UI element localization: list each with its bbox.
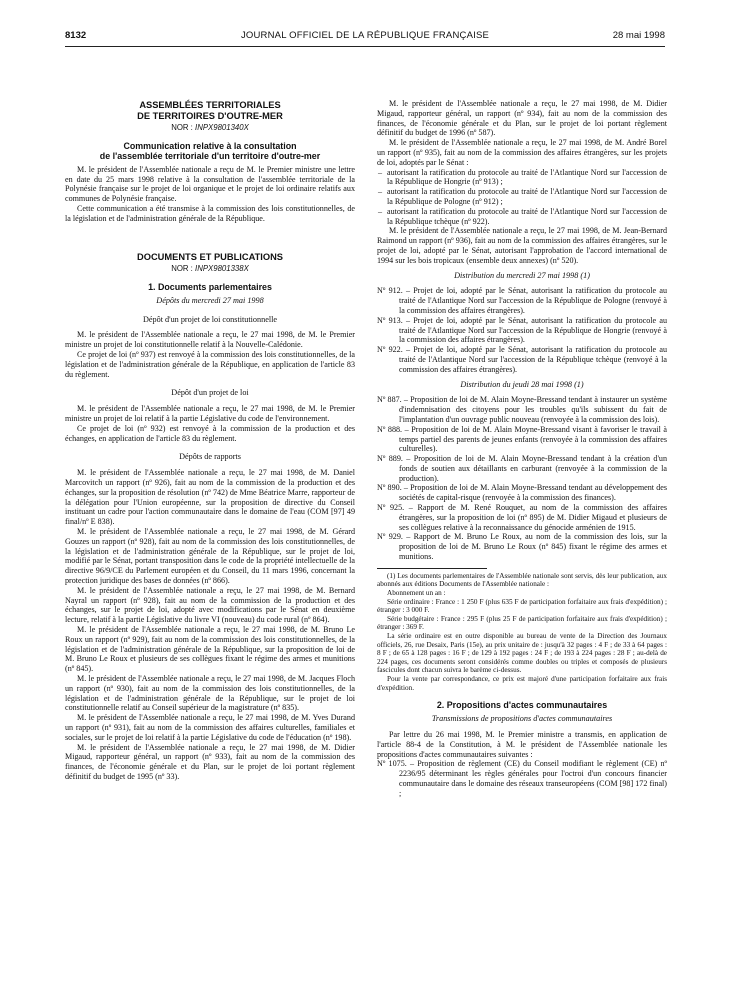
- distribution-list: [377, 286, 667, 374]
- journal-title: JOURNAL OFFICIEL DE LA RÉPUBLIQUE FRANÇAISE: [240, 30, 490, 41]
- list-item: – autorisant la ratification du protocole au traité de l'Atlantique Nord sur l'accession de la République de Hongrie (nº 913) ;: [377, 168, 667, 188]
- date-heading: Dépôts du mercredi 27 mai 1998: [156, 295, 264, 305]
- list-item: Nº 912. – Projet de loi, adopté par le Sénat, autorisant la ratification du protocole au traité de l'Atlantique Nord sur l'accession de la République de Pologne (renvoyé à la commission des affaires étrangères).: [377, 286, 667, 315]
- page-number: 8132: [65, 30, 87, 41]
- bill-list: [377, 168, 667, 227]
- deposit-heading: Dépôt d'un projet de loi: [171, 388, 249, 398]
- section-title: ASSEMBLÉES TERRITORIALES: [139, 100, 281, 110]
- page-header: [65, 30, 665, 46]
- list-item: Nº 888. – Proposition de loi de M. Alain Moyne-Bressand visant à favoriser le travail à temps partiel des parents de jeunes enfants (renvoyée à la commission des affaires culturelles).: [377, 424, 667, 454]
- paragraph: M. le président de l'Assemblée nationale a reçu, le 27 mai 1998, de M. le Premier ministre un projet de loi relatif à la partie Législative du code de l'environnement.: [65, 404, 355, 424]
- header-rule: [65, 46, 665, 47]
- report-paragraph: M. le président de l'Assemblée nationale a reçu, le 27 mai 1998, de M. Didier Migaud, rapporteur général, un rapport (nº 933), fait au nom de la commission des finances, de l'économie générale et du Plan, sur le projet de loi portant règlement définitif du budget de 1995 (nº 33).: [65, 742, 355, 781]
- paragraph: Ce projet de loi (nº 937) est renvoyé à la commission des lois constitutionnelles, de la législation et de l'administration générale de la République, en application de l'article 83 du règlement.: [65, 350, 355, 379]
- distribution-list: [377, 395, 667, 562]
- footnote-text: Pour la vente par correspondance, ce prix est majoré d'une participation forfaitaire aux frais d'expédition.: [377, 674, 667, 692]
- issue-date: 28 mai 1998: [612, 30, 665, 41]
- report-paragraph: M. le président de l'Assemblée nationale a reçu, le 27 mai 1998, de M. Jacques Floch un rapport (nº 930), fait au nom de la commission des lois constitutionnelles, de la législation et de l'administration générale de la République, sur le projet de loi constitutionnelle relatif au Conseil supérieur de la magistrature (nº 835).: [65, 673, 355, 713]
- subsection-title: de l'assemblée territoriale d'un territoire d'outre-mer: [99, 150, 321, 161]
- list-item: Nº 929. – Rapport de M. Bruno Le Roux, au nom de la commission des lois, sur la proposition de loi de M. Bruno Le Roux (nº 845) fixant le régime des armes et munitions.: [377, 532, 667, 562]
- paragraph: Par lettre du 26 mai 1998, M. le Premier ministre a transmis, en application de l'article 88-4 de la Constitution, à M. le président de l'Assemblée nationale les propositions d'actes communautaires suivantes :: [377, 729, 667, 759]
- report-paragraph: M. le président de l'Assemblée nationale a reçu, le 27 mai 1998, de M. André Borel un rapport (nº 935), fait au nom de la commission des affaires étrangères, sur les projets de loi, adoptés par le Sénat :: [377, 138, 667, 167]
- subsection-subtitle: Transmissions de propositions d'actes communautaires: [431, 714, 613, 724]
- nor-reference: NOR : INPX9801340X: [171, 123, 249, 132]
- list-item: Nº 1075. – Proposition de règlement (CE) du Conseil modifiant le règlement (CE) nº 2236/95 déterminant les règles générales pour l'octroi d'un concours financier communautaire dans le domaine des réseaux transeuropéens (COM [98] 172 final) ;: [377, 759, 667, 798]
- right-column: [377, 99, 667, 799]
- footnote-rule: [377, 568, 487, 569]
- proposal-list: [377, 759, 667, 798]
- list-item: – autorisant la ratification du protocole au traité de l'Atlantique Nord sur l'accession de la République tchèque (nº 922).: [377, 207, 667, 227]
- footnote-text: Abonnement un an :: [387, 589, 446, 598]
- footnote-text: (1) Les documents parlementaires de l'Assemblée nationale sont servis, dès leur publication, aux abonnés aux éditions Documents de l'Assemblée nationale :: [377, 571, 667, 589]
- subsection-title: Communication relative à la consultation: [123, 140, 297, 151]
- section-title: DOCUMENTS ET PUBLICATIONS: [137, 251, 283, 262]
- list-item: Nº 887. – Proposition de loi de M. Alain Moyne-Bressand tendant à instaurer un système d'indemnisation des citoyens pour les troubles qu'ils subissent du fait de l'implantation d'un ouvrage public nouveau (renvoyée à la commission des lois).: [377, 395, 667, 424]
- paragraph: M. le président de l'Assemblée nationale a reçu de M. le Premier ministre une lettre en date du 25 mars 1998 relative à la consultation de l'assemblée territoriale de la Polynésie française sur le projet de loi organique et le projet de loi ordinaire relatifs aux communes de Polynésie française.: [65, 164, 355, 204]
- subsection-title: 2. Propositions d'actes communautaires: [436, 700, 608, 711]
- paragraph: M. le président de l'Assemblée nationale a reçu, le 27 mai 1998, de M. le Premier ministre un projet de loi constitutionnelle relatif à la Nouvelle-Calédonie.: [65, 330, 355, 350]
- nor-reference: NOR : INPX9801338X: [171, 264, 249, 274]
- list-item: Nº 889. – Proposition de loi de M. Alain Moyne-Bressand tendant à la création d'un fonds de soutien aux détaillants en carburant (renvoyée à la commission de la production).: [377, 454, 667, 483]
- report-paragraph: M. le président de l'Assemblée nationale a reçu, le 27 mai 1998, de M. Gérard Gouzes un rapport (nº 928), fait au nom de la commission des lois constitutionnelles, de la législation et de l'administration générale de la République, sur le projet de loi, modifié par le Sénat, portant transposition dans le code de la propriété intellectuelle de la directive 96/9/CE du Parlement européen et du Conseil, du 11 mars 1996, concernant la protection juridique des bases de données (nº 866).: [65, 527, 355, 585]
- paragraph: Cette communication a été transmise à la commission des lois constitutionnelles, de la législation et de l'administration générale de la République.: [65, 203, 355, 223]
- footnote-text: Série ordinaire : France : 1 250 F (plus 635 F de participation forfaitaire aux frais d'expédition) ; étranger : 3 000 F.: [377, 597, 667, 615]
- subsection-title: 1. Documents parlementaires: [148, 281, 272, 292]
- distribution-heading: Distribution du mercredi 27 mai 1998 (1): [454, 270, 590, 280]
- report-paragraph: M. le président de l'Assemblée nationale a reçu, le 27 mai 1998, de M. Daniel Marcovitch un rapport (nº 926), fait au nom de la commission de la production et des échanges, sur la proposition de résolution (nº 742) de Mme Béatrice Marre, rapporteur de la délégation pour l'Union européenne, sur la proposition de directive du Conseil instituant un cadre pour l'action communautaire dans le domaine de l'eau (COM [97] 49 final/nº E 838).: [65, 468, 355, 527]
- section-title: DE TERRITOIRES D'OUTRE-MER: [137, 110, 283, 121]
- footnote: [377, 572, 667, 692]
- report-paragraph: M. le président de l'Assemblée nationale a reçu, le 27 mai 1998, de M. Bernard Nayral un rapport (nº 928), fait au nom de la commission de la production et des échanges, sur le projet de loi, adopté avec modifications par le Sénat en deuxième lecture, relatif à la partie Législative du livre VI (nouveau) du code rural (nº 864).: [65, 585, 355, 625]
- report-paragraph: M. le président de l'Assemblée nationale a reçu, le 27 mai 1998, de M. Yves Durand un rapport (nº 931), fait au nom de la commission des affaires culturelles, familiales et sociales, sur le projet de loi relatif à la partie Législative du code de l'éducation (nº 198).: [65, 713, 355, 742]
- deposit-heading: Dépôts de rapports: [179, 452, 241, 462]
- list-item: – autorisant la ratification du protocole au traité de l'Atlantique Nord sur l'accession de la République de Pologne (nº 912) ;: [377, 187, 667, 207]
- footnote-text: La série ordinaire est en outre disponible au bureau de vente de la Direction des Journaux officiels, 26, rue Desaix, Paris (15e), au prix unitaire de : jusqu'à 32 pages : 4 F ; de 33 à 64 pages : 8 F ; de 65 à 128 pages : 16 F ; de 129 à 192 pages : 24 F ; de 193 à 224 pages : 28 F ; au-delà de 224 pages, ces documents seront considérés comme doubles ou triples et composés de plusieurs fascicules dont chacun suivra le barème ci-dessus.: [377, 632, 667, 675]
- report-paragraph: M. le président de l'Assemblée nationale a reçu, le 27 mai 1998, de M. Didier Migaud, rapporteur général, un rapport (nº 934), fait au nom de la commission des finances, de l'économie générale et du Plan, sur le projet de loi portant règlement définitif du budget de 1996 (nº 587).: [377, 99, 667, 138]
- list-item: Nº 922. – Projet de loi, adopté par le Sénat, autorisant la ratification du protocole au traité de l'Atlantique Nord sur l'accession de la République tchèque (renvoyé à la commission des affaires étrangères).: [377, 345, 667, 374]
- deposit-heading: Dépôt d'un projet de loi constitutionnelle: [142, 314, 278, 324]
- list-item: Nº 890. – Proposition de loi de M. Alain Moyne-Bressand tendant au développement des sociétés de capital-risque (renvoyée à la commission des finances).: [377, 483, 667, 503]
- list-item: Nº 925. – Rapport de M. René Rouquet, au nom de la commission des affaires étrangères, sur la proposition de loi (nº 895) de M. Didier Migaud et plusieurs de ses collègues relative à la reconnaissance du génocide arménien de 1915.: [377, 503, 667, 532]
- list-item: Nº 913. – Projet de loi, adopté par le Sénat, autorisant la ratification du protocole au traité de l'Atlantique Nord sur l'accession de la République de Hongrie (renvoyé à la commission des affaires étrangères).: [377, 315, 667, 345]
- paragraph: Ce projet de loi (nº 932) est renvoyé à la commission de la production et des échanges, en application de l'article 83 du règlement.: [65, 423, 355, 443]
- report-paragraph: M. le président de l'Assemblée nationale a reçu, le 27 mai 1998, de M. Bruno Le Roux un rapport (nº 929), fait au nom de la commission des lois constitutionnelles, de la législation et de l'administration générale de la République, sur la proposition de loi de M. Bruno Le Roux et plusieurs de ses collègues fixant le régime des armes et munitions (nº 845).: [65, 624, 355, 674]
- left-column: [65, 100, 355, 782]
- distribution-heading: Distribution du jeudi 28 mai 1998 (1): [460, 379, 584, 389]
- report-paragraph: M. le président de l'Assemblée nationale a reçu, le 27 mai 1998, de M. Jean-Bernard Raimond un rapport (nº 936), fait au nom de la commission des affaires étrangères, sur le projet de loi, adopté par le Sénat, autorisant l'approbation de l'accord international de 1994 sur les bois tropicaux (ensemble deux annexes) (nº 520).: [377, 226, 667, 265]
- footnote-text: Série budgétaire : France : 295 F (plus 25 F de participation forfaitaire aux frais d'expédition) ; étranger : 369 F.: [377, 614, 667, 632]
